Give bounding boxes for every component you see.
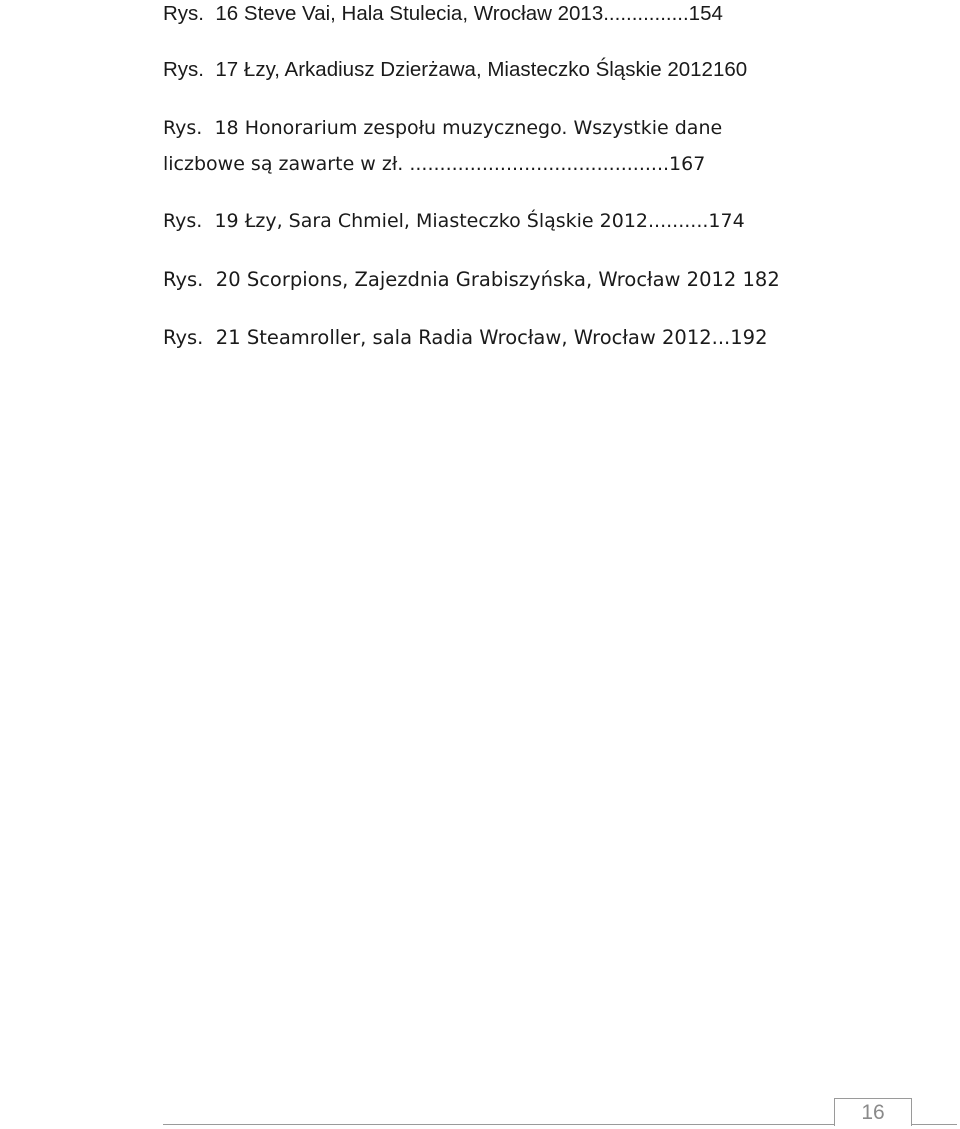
entry-number: 18 <box>214 117 239 139</box>
entry-page: 160 <box>712 58 748 81</box>
entry-page: 174 <box>708 210 745 232</box>
toc-entry[interactable] <box>163 262 803 298</box>
toc-entry[interactable] <box>163 320 803 356</box>
entry-prefix: Rys. <box>163 117 203 139</box>
entry-page: 167 <box>669 153 706 175</box>
page-number-box <box>834 1098 912 1126</box>
entry-leader: ... <box>711 326 731 349</box>
entry-leader: .......... <box>648 210 709 232</box>
entry-title: Scorpions, Zajezdnia Grabiszyńska, Wrocław 2012 <box>246 268 737 291</box>
entry-number: 21 <box>215 326 241 349</box>
entry-title: Steamroller, sala Radia Wrocław, Wrocław 2012 <box>246 326 712 349</box>
toc-entry[interactable] <box>163 203 803 239</box>
entry-page: 192 <box>730 326 768 349</box>
entry-prefix: Rys. <box>163 326 204 349</box>
entry-title-line1: Honorarium zespołu muzycznego. Wszystkie dane <box>244 117 723 139</box>
entry-prefix: Rys. <box>163 2 204 25</box>
entry-prefix: Rys. <box>163 58 204 81</box>
entry-leader: ........................................... <box>409 153 670 175</box>
entry-number: 19 <box>214 210 239 232</box>
entry-prefix: Rys. <box>163 210 203 232</box>
entry-title: Łzy, Sara Chmiel, Miasteczko Śląskie 2012 <box>244 210 649 232</box>
entry-leader: ............... <box>603 2 689 25</box>
entry-page: 154 <box>688 2 723 25</box>
toc-entry[interactable] <box>163 110 803 182</box>
entry-number: 16 <box>215 2 239 25</box>
entry-page: 182 <box>742 268 780 291</box>
entry-number: 17 <box>215 58 239 81</box>
page-number: 16 <box>861 1101 885 1124</box>
toc-entry[interactable] <box>163 52 803 88</box>
toc-entry[interactable] <box>163 0 803 32</box>
entry-prefix: Rys. <box>163 268 204 291</box>
entry-title-line2: liczbowe są zawarte w zł. <box>163 153 410 175</box>
entry-number: 20 <box>215 268 241 291</box>
entry-title: Łzy, Arkadiusz Dzierżawa, Miasteczko Śląskie 2012 <box>243 58 713 81</box>
entry-title: Steve Vai, Hala Stulecia, Wrocław 2013 <box>243 2 604 25</box>
